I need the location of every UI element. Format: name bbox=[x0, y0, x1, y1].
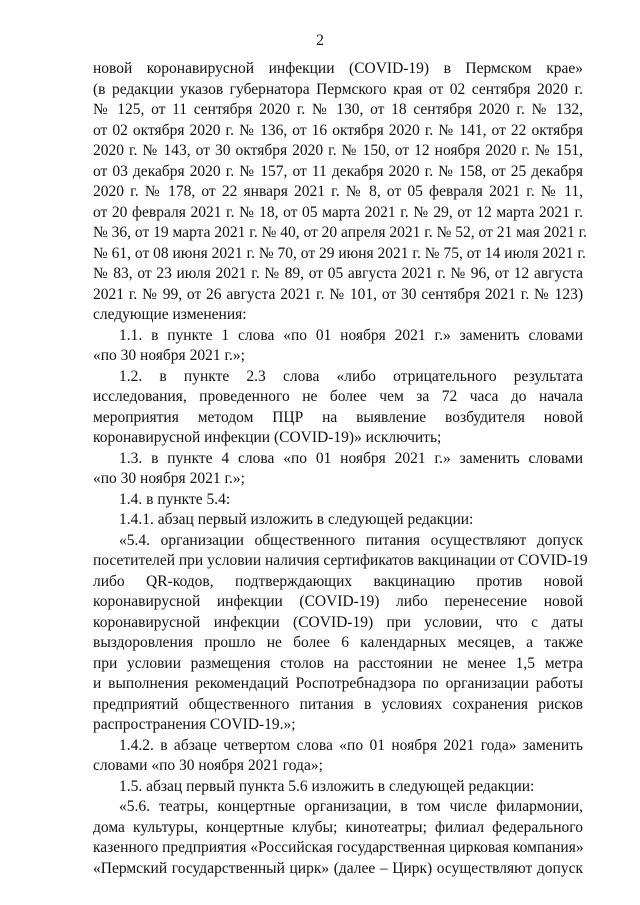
text-line: и выполнения рекомендаций Роспотребнадзора по организации работы bbox=[93, 675, 583, 692]
text-line: 2020 г. № 178, от 22 января 2021 г. № 8, от 05 февраля 2021 г. № 11, bbox=[93, 183, 583, 200]
text-line: от 20 февраля 2021 г. № 18, от 05 марта 2021 г. № 29, от 12 марта 2021 г. bbox=[93, 203, 583, 221]
text-line: № 61, от 08 июня 2021 г. № 70, от 29 июня 2021 г. № 75, от 14 июля 2021 г. bbox=[93, 244, 586, 262]
text-line: от 03 декабря 2020 г. № 157, от 11 декабря 2020 г. № 158, от 25 декабря bbox=[93, 162, 583, 180]
text-line: 1.4. в пункте 5.4: bbox=[119, 490, 231, 508]
text-line: казенного предприятия «Российская государственная цирковая компания» bbox=[93, 839, 584, 856]
text-line: № 83, от 23 июля 2021 г. № 89, от 05 августа 2021 г. № 96, от 12 августа bbox=[93, 265, 583, 282]
text-line: «5.4. организации общественного питания осуществляют допуск bbox=[119, 531, 583, 549]
text-line: от 02 октября 2020 г. № 136, от 16 октября 2020 г. № 141, от 22 октября bbox=[93, 121, 583, 139]
text-line: (в редакции указов губернатора Пермского края от 02 сентября 2020 г. bbox=[93, 80, 583, 98]
text-line: 1.5. абзац первый пункта 5.6 изложить в следующей редакции: bbox=[119, 777, 535, 795]
text-line: «по 30 ноября 2021 г.»; bbox=[93, 347, 245, 364]
text-line: 1.2. в пункте 2.3 слова «либо отрицательного результата bbox=[119, 367, 583, 385]
text-line: предприятий общественного питания в условиях сохранения рисков bbox=[93, 695, 583, 713]
text-line: посетителей при условии наличия сертификатов вакцинации от COVID-19 bbox=[93, 552, 588, 569]
text-line: мероприятия методом ПЦР на выявление возбудителя новой bbox=[93, 408, 583, 426]
text-line: 1.3. в пункте 4 слова «по 01 ноября 2021 г.» заменить словами bbox=[119, 449, 583, 467]
text-line: либо QR-кодов, подтверждающих вакцинацию против новой bbox=[93, 572, 583, 590]
text-line: дома культуры, концертные клубы; кинотеатры; филиал федерального bbox=[93, 818, 583, 836]
text-line: при условии размещения столов на расстоянии не менее 1,5 метра bbox=[93, 654, 583, 672]
text-line: 2021 г. № 99, от 26 августа 2021 г. № 101, от 30 сентября 2021 г. № 123) bbox=[93, 285, 583, 303]
text-line: следующие изменения: bbox=[93, 306, 247, 323]
text-line: 2020 г. № 143, от 30 октября 2020 г. № 150, от 12 ноября 2020 г. № 151, bbox=[93, 142, 583, 159]
text-line: исследования, проведенного не более чем за 72 часа до начала bbox=[93, 388, 583, 405]
text-line: новой коронавирусной инфекции (COVID-19) в Пермском крае» bbox=[93, 60, 583, 77]
text-line: коронавирусной инфекции (COVID-19)» исключить; bbox=[93, 429, 442, 446]
text-line: «Пермский государственный цирк» (далее – Цирк) осуществляют допуск bbox=[93, 859, 583, 877]
text-line: 1.4.1. абзац первый изложить в следующей редакции: bbox=[119, 511, 474, 528]
text-line: 1.1. в пункте 1 слова «по 01 ноября 2021 г.» заменить словами bbox=[119, 326, 583, 344]
text-line: коронавирусной инфекции (COVID-19) либо перенесение новой bbox=[93, 593, 583, 610]
text-line: № 36, от 19 марта 2021 г. № 40, от 20 апреля 2021 г. № 52, от 21 мая 2021 г. bbox=[93, 224, 588, 241]
text-line: выздоровления прошло не более 6 календарных месяцев, а также bbox=[93, 634, 583, 651]
text-line: словами «по 30 ноября 2021 года»; bbox=[93, 757, 323, 774]
text-line: «5.6. театры, концертные организации, в том числе филармонии, bbox=[119, 798, 583, 815]
page-number: 2 bbox=[316, 32, 324, 49]
text-line: распространения COVID-19.»; bbox=[93, 716, 296, 733]
text-line: «по 30 ноября 2021 г.»; bbox=[93, 470, 245, 487]
text-line: коронавирусной инфекции (COVID-19) при условии, что с даты bbox=[93, 613, 583, 631]
text-line: № 125, от 11 сентября 2020 г. № 130, от 18 сентября 2020 г. № 132, bbox=[93, 101, 583, 118]
text-line: 1.4.2. в абзаце четвертом слова «по 01 ноября 2021 года» заменить bbox=[119, 736, 583, 754]
